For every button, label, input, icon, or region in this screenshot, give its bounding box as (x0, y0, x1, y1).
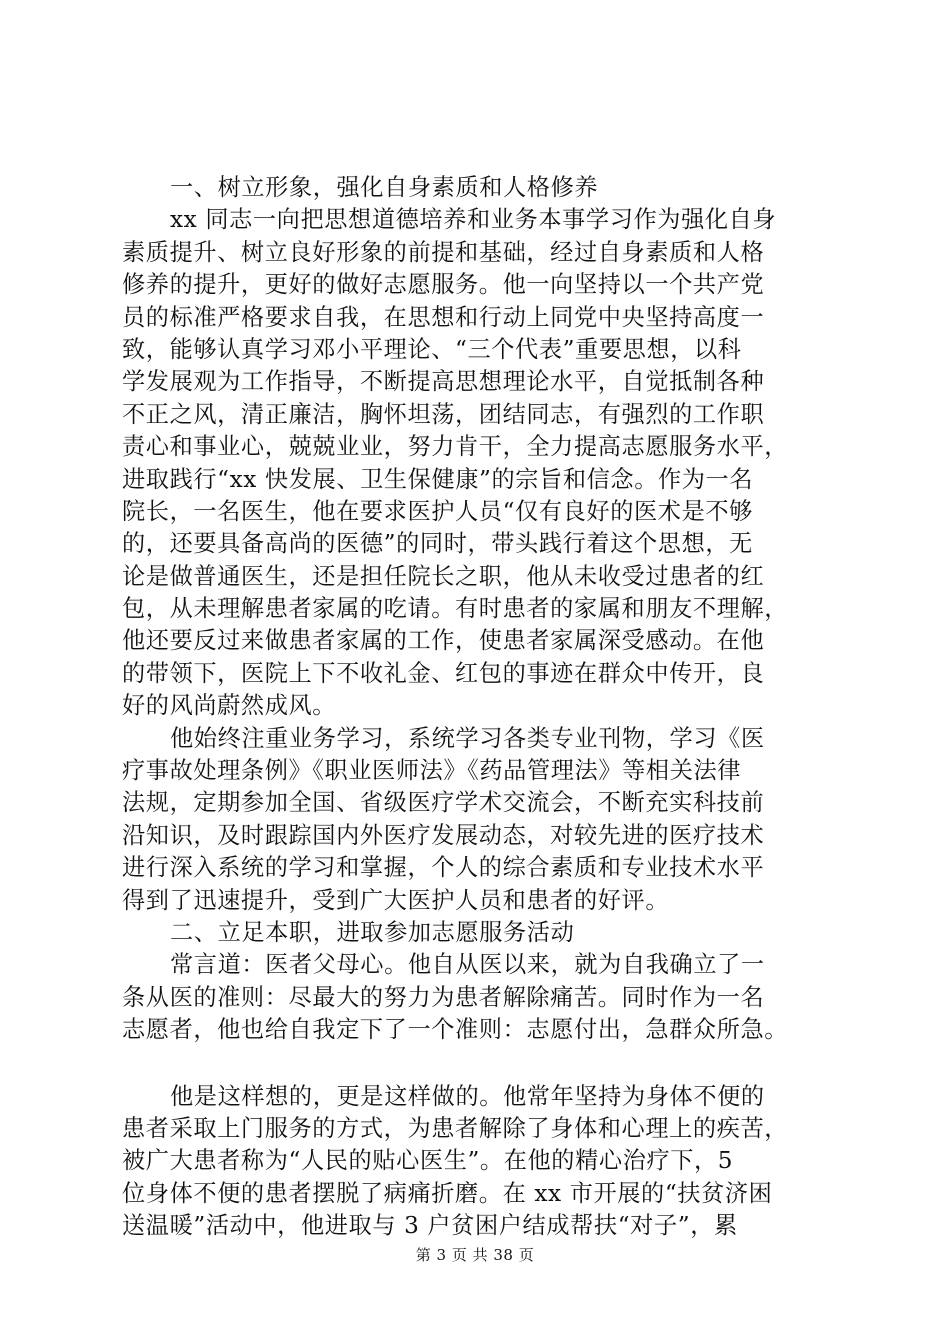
paragraph-line: 修养的提升，更好的做好志愿服务。他一向坚持以一个共产党 (122, 271, 765, 299)
paragraph-line: 进取践行“xx 快发展、卫生保健康”的宗旨和信念。作为一名 (122, 465, 754, 493)
heading-1 (122, 172, 844, 204)
paragraph-line: 进行深入系统的学习和掌握，个人的综合素质和专业技术水平 (122, 854, 765, 882)
paragraph-line: 论是做普通医生，还是担任院长之职，他从未收受过患者的红 (122, 562, 765, 590)
paragraph-line: 沿知识，及时跟踪国内外医疗发展动态，对较先进的医疗技术 (122, 821, 765, 849)
paragraph-line: 致，能够认真学习邓小平理论、“三个代表”重要思想，以科 (122, 335, 742, 363)
paragraph-line: 员的标准严格要求自我，在思想和行动上同党中央坚持高度一 (122, 303, 765, 331)
paragraph-line: 志愿者，他也给自我定下了一个准则：志愿付出，急群众所急。 (122, 1016, 789, 1044)
heading-2 (122, 917, 844, 949)
paragraph-gap (122, 1047, 844, 1081)
paragraph-line: 患者采取上门服务的方式，为患者解除了身体和心理上的疾苦， (122, 1114, 789, 1142)
paragraph-line: 责心和事业心，兢兢业业，努力肯干，全力提高志愿服务水平， (122, 433, 789, 461)
paragraph-line: 疗事故处理条例》《职业医师法》《药品管理法》等相关法律 (122, 757, 742, 785)
paragraph-2 (122, 723, 844, 917)
paragraph-line: 被广大患者称为“人民的贴心医生”。在他的精心治疗下，5 (122, 1147, 734, 1175)
document-body (122, 172, 844, 1243)
paragraph-line: xx 同志一向把思想道德培养和业务本事学习作为强化自身 (170, 206, 777, 234)
page-number-footer: 第 3 页 共 38 页 (415, 1246, 535, 1264)
paragraph-line: 好的风尚蔚然成风。 (122, 692, 337, 720)
paragraph-line: 常言道：医者父母心。他自从医以来，就为自我确立了一 (170, 951, 765, 979)
heading-2-line: 二、立足本职，进取参加志愿服务活动 (170, 918, 575, 946)
paragraph-line: 素质提升、树立良好形象的前提和基础，经过自身素质和人格 (122, 238, 765, 266)
paragraph-line: 的，还要具备高尚的医德”的同时，带头践行着这个思想，无 (122, 530, 753, 558)
paragraph-4 (122, 1081, 844, 1243)
paragraph-line: 院长，一名医生，他在要求医护人员“仅有良好的医术是不够 (122, 497, 753, 525)
heading-1-line: 一、树立形象，强化自身素质和人格修养 (170, 174, 599, 201)
paragraph-3 (122, 949, 844, 1046)
paragraph-line: 送温暖”活动中，他进取与 3 户贫困户结成帮扶“对子”，累 (122, 1212, 738, 1240)
paragraph-line: 位身体不便的患者摆脱了病痛折磨。在 xx 市开展的“扶贫济困 (122, 1179, 773, 1207)
paragraph-line: 条从医的准则：尽最大的努力为患者解除痛苦。同时作为一名 (122, 983, 765, 1011)
paragraph-line: 不正之风，清正廉洁，胸怀坦荡，团结同志，有强烈的工作职 (122, 400, 765, 428)
paragraph-line: 他是这样想的，更是这样做的。他常年坚持为身体不便的 (170, 1082, 765, 1110)
paragraph-line: 他始终注重业务学习，系统学习各类专业刊物，学习《医 (170, 724, 765, 752)
paragraph-line: 的带领下，医院上下不收礼金、红包的事迹在群众中传开，良 (122, 659, 765, 687)
paragraph-line: 得到了迅速提升，受到广大医护人员和患者的好评。 (122, 886, 670, 914)
paragraph-line: 他还要反过来做患者家属的工作，使患者家属深受感动。在他 (122, 627, 765, 655)
paragraph-1 (122, 204, 844, 722)
paragraph-line: 学发展观为工作指导，不断提高思想理论水平，自觉抵制各种 (122, 368, 765, 396)
paragraph-line: 法规，定期参加全国、省级医疗学术交流会，不断充实科技前 (122, 789, 765, 817)
paragraph-line: 包，从未理解患者家属的吃请。有时患者的家属和朋友不理解， (122, 595, 789, 623)
